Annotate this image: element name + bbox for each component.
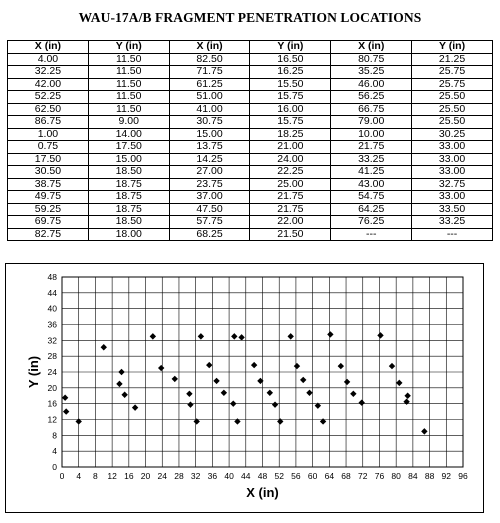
table-cell: 80.75 <box>331 53 412 66</box>
table-cell: 57.75 <box>169 216 250 229</box>
x-tick-label: 16 <box>124 471 134 481</box>
data-point <box>272 401 278 407</box>
x-tick-label: 84 <box>408 471 418 481</box>
table-cell: 41.00 <box>169 103 250 116</box>
table-cell: 17.50 <box>88 141 169 154</box>
table-cell: 15.75 <box>250 116 331 129</box>
table-cell: 11.50 <box>88 53 169 66</box>
table-cell: 41.25 <box>331 166 412 179</box>
table-cell: 10.00 <box>331 128 412 141</box>
column-header: X (in) <box>8 41 89 54</box>
data-point <box>221 390 227 396</box>
table-cell: 4.00 <box>8 53 89 66</box>
x-tick-label: 56 <box>291 471 301 481</box>
table-cell: 13.75 <box>169 141 250 154</box>
x-tick-label: 76 <box>374 471 385 481</box>
table-cell: 35.25 <box>331 66 412 79</box>
data-point <box>172 376 178 382</box>
table-cell: 9.00 <box>88 116 169 129</box>
table-cell: 14.00 <box>88 128 169 141</box>
data-point <box>404 393 410 399</box>
x-tick-label: 28 <box>174 471 184 481</box>
table-cell: 21.75 <box>250 191 331 204</box>
table-cell: 71.75 <box>169 66 250 79</box>
data-point <box>121 392 127 398</box>
data-point <box>198 333 204 339</box>
table-cell: --- <box>331 228 412 241</box>
data-point <box>294 363 300 369</box>
table-cell: 14.25 <box>169 153 250 166</box>
data-point <box>62 395 68 401</box>
table-cell: 32.75 <box>412 178 493 191</box>
table-cell: 18.00 <box>88 228 169 241</box>
table-cell: 30.50 <box>8 166 89 179</box>
table-cell: 33.25 <box>412 216 493 229</box>
y-tick-label: 24 <box>47 367 57 377</box>
data-point <box>421 428 427 434</box>
table-cell: 56.25 <box>331 91 412 104</box>
table-cell: 11.50 <box>88 66 169 79</box>
table-cell: 27.00 <box>169 166 250 179</box>
data-point <box>187 401 193 407</box>
table-cell: 22.25 <box>250 166 331 179</box>
x-tick-label: 64 <box>324 471 335 481</box>
table-cell: 16.25 <box>250 66 331 79</box>
data-point <box>389 363 395 369</box>
table-cell: 21.00 <box>250 141 331 154</box>
table-cell: 15.00 <box>88 153 169 166</box>
table-cell: 42.00 <box>8 78 89 91</box>
table-cell: 16.50 <box>250 53 331 66</box>
data-point <box>377 332 383 338</box>
x-tick-label: 44 <box>241 471 251 481</box>
data-point <box>359 399 365 405</box>
table-cell: 25.50 <box>412 103 493 116</box>
table-cell: 76.25 <box>331 216 412 229</box>
data-point <box>150 333 156 339</box>
y-tick-label: 28 <box>47 351 57 362</box>
column-header: X (in) <box>331 41 412 54</box>
table-cell: 21.75 <box>331 141 412 154</box>
x-tick-label: 96 <box>458 471 468 481</box>
y-tick-label: 4 <box>52 446 57 457</box>
table-cell: 33.00 <box>412 191 493 204</box>
table-cell: 51.00 <box>169 91 250 104</box>
table-cell: 18.50 <box>88 216 169 229</box>
table-cell: 18.25 <box>250 128 331 141</box>
data-point <box>306 390 312 396</box>
data-point <box>327 331 333 337</box>
x-tick-label: 80 <box>391 471 401 481</box>
data-point <box>132 404 138 410</box>
table-cell: 18.50 <box>88 166 169 179</box>
table-cell: 15.00 <box>169 128 250 141</box>
table-cell: 33.50 <box>412 203 493 216</box>
x-tick-label: 0 <box>59 471 65 481</box>
data-point <box>186 391 192 397</box>
x-tick-label: 52 <box>274 471 284 481</box>
x-tick-label: 32 <box>190 471 201 481</box>
table-cell: 54.75 <box>331 191 412 204</box>
table-cell: 11.50 <box>88 78 169 91</box>
data-point <box>63 408 69 414</box>
column-header: Y (in) <box>88 41 169 54</box>
table-cell: 47.50 <box>169 203 250 216</box>
table-cell: 24.00 <box>250 153 331 166</box>
table-cell: 79.00 <box>331 116 412 129</box>
y-tick-label: 36 <box>47 319 57 330</box>
x-tick-label: 68 <box>341 471 351 481</box>
y-tick-label: 44 <box>47 287 57 298</box>
table-cell: 15.75 <box>250 91 331 104</box>
table-cell: 16.00 <box>250 103 331 116</box>
table-cell: 69.75 <box>8 216 89 229</box>
table-cell: 25.00 <box>250 178 331 191</box>
data-point <box>396 380 402 386</box>
data-point <box>101 344 107 350</box>
x-tick-label: 72 <box>358 471 368 481</box>
table-cell: 18.75 <box>88 191 169 204</box>
x-tick-label: 4 <box>76 471 82 481</box>
table-cell: 33.00 <box>412 141 493 154</box>
table-cell: 86.75 <box>8 116 89 129</box>
table-cell: 30.25 <box>412 128 493 141</box>
table-cell: 11.50 <box>88 103 169 116</box>
column-header: X (in) <box>169 41 250 54</box>
table-cell: 64.25 <box>331 203 412 216</box>
table-cell: 1.00 <box>8 128 89 141</box>
data-point <box>158 365 164 371</box>
x-tick-label: 36 <box>207 471 218 481</box>
x-tick-label: 48 <box>257 471 268 481</box>
y-axis-label: Y (in) <box>26 355 41 389</box>
table-cell: 18.75 <box>88 178 169 191</box>
table-cell: 37.00 <box>169 191 250 204</box>
data-point <box>213 378 219 384</box>
x-tick-label: 12 <box>107 471 117 481</box>
table-cell: 18.75 <box>88 203 169 216</box>
table-cell: 52.25 <box>8 91 89 104</box>
x-tick-label: 88 <box>424 471 435 481</box>
table-cell: 25.75 <box>412 66 493 79</box>
y-tick-label: 0 <box>52 462 57 472</box>
table-cell: 25.50 <box>412 91 493 104</box>
table-cell: 62.50 <box>8 103 89 116</box>
data-point <box>267 390 273 396</box>
table-cell: 15.50 <box>250 78 331 91</box>
table-cell: 21.50 <box>250 228 331 241</box>
x-tick-label: 20 <box>140 471 151 481</box>
table-cell: 33.00 <box>412 166 493 179</box>
table-cell: 21.75 <box>250 203 331 216</box>
column-header: Y (in) <box>412 41 493 54</box>
y-tick-label: 8 <box>52 430 57 441</box>
table-cell: 17.50 <box>8 153 89 166</box>
x-tick-label: 92 <box>441 471 452 481</box>
y-tick-label: 12 <box>47 414 57 425</box>
x-tick-label: 8 <box>93 471 98 481</box>
table-cell: 46.00 <box>331 78 412 91</box>
y-tick-label: 40 <box>47 303 57 314</box>
table-cell: 33.00 <box>412 153 493 166</box>
y-tick-label: 48 <box>47 272 57 282</box>
page-title: WAU-17A/B FRAGMENT PENETRATION LOCATIONS <box>78 10 422 25</box>
table-cell: 61.25 <box>169 78 250 91</box>
table-cell: 66.75 <box>331 103 412 116</box>
table-cell: 49.75 <box>8 191 89 204</box>
table-cell: 32.25 <box>8 66 89 79</box>
table-cell: 11.50 <box>88 91 169 104</box>
column-header: Y (in) <box>250 41 331 54</box>
table-cell: 30.75 <box>169 116 250 129</box>
table-cell: 22.00 <box>250 216 331 229</box>
data-point <box>300 377 306 383</box>
data-point <box>344 379 350 385</box>
table-cell: 25.75 <box>412 78 493 91</box>
y-tick-label: 20 <box>47 382 57 393</box>
x-axis-label: X (in) <box>246 485 279 500</box>
table-cell: 38.75 <box>8 178 89 191</box>
x-tick-label: 40 <box>224 471 234 481</box>
table-cell: 82.50 <box>169 53 250 66</box>
data-point <box>231 333 237 339</box>
data-point <box>206 362 212 368</box>
data-point <box>251 362 257 368</box>
y-tick-label: 16 <box>47 398 57 409</box>
x-tick-label: 60 <box>307 471 318 481</box>
data-point <box>350 391 356 397</box>
y-tick-label: 32 <box>47 335 57 346</box>
data-point <box>116 381 122 387</box>
data-point <box>338 363 344 369</box>
data-point <box>238 334 244 340</box>
table-cell: 43.00 <box>331 178 412 191</box>
data-point <box>230 400 236 406</box>
table-cell: 0.75 <box>8 141 89 154</box>
x-tick-label: 24 <box>157 471 167 481</box>
data-point <box>118 369 124 375</box>
table-cell: 68.25 <box>169 228 250 241</box>
table-cell: 25.50 <box>412 116 493 129</box>
table-cell: 59.25 <box>8 203 89 216</box>
table-cell: 82.75 <box>8 228 89 241</box>
table-cell: 21.25 <box>412 53 493 66</box>
data-point <box>287 333 293 339</box>
table-cell: --- <box>412 228 493 241</box>
table-cell: 23.75 <box>169 178 250 191</box>
table-cell: 33.25 <box>331 153 412 166</box>
